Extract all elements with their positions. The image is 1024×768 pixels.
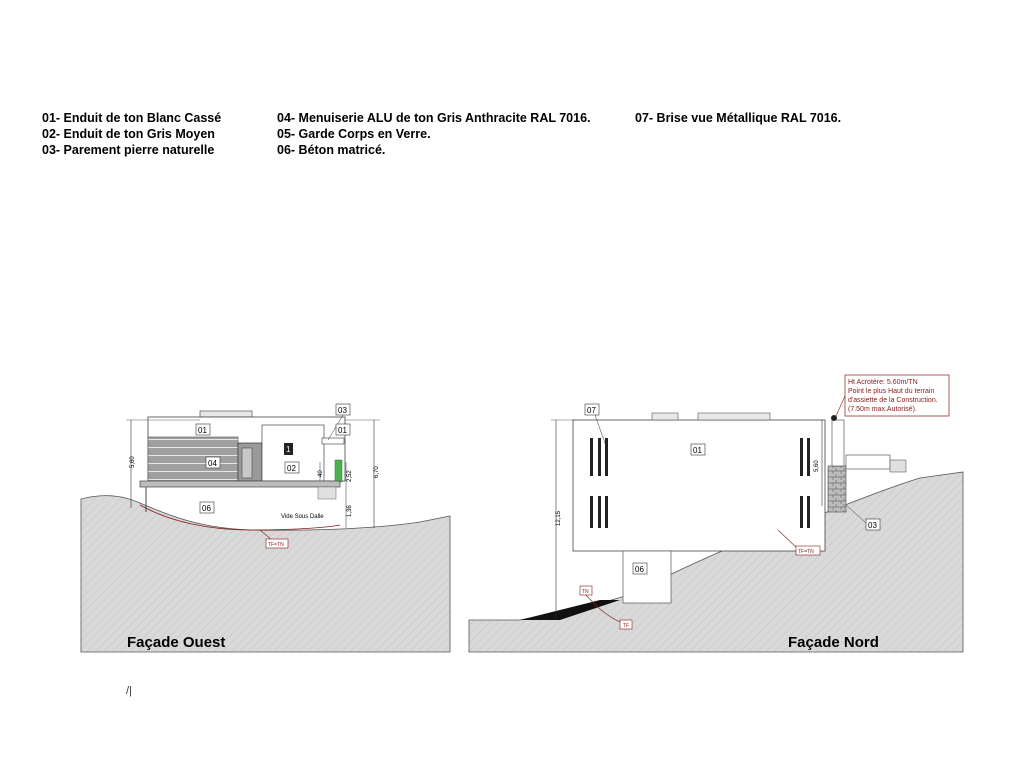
dim-label-1215: 12,15: [556, 510, 562, 526]
tag-window-1: 1: [286, 445, 291, 454]
tag-06-west: 06: [202, 504, 211, 513]
legend-item-07: 07- Brise vue Métallique RAL 7016.: [635, 111, 842, 125]
slab-west: [140, 481, 340, 487]
tf-label-west: TF=TN: [268, 542, 284, 548]
tag-02: 02: [287, 464, 296, 473]
legend-item-02: 02- Enduit de ton Gris Moyen: [42, 127, 215, 141]
door-glazing: [242, 448, 252, 478]
height-note-line-2: Point le plus Haut du terrain: [848, 388, 935, 395]
main-volume-north: [573, 420, 825, 551]
height-note-line-4: (7.50m max.Autorisé).: [848, 406, 917, 413]
support-column-north: [623, 551, 671, 603]
legend-item-04: 04- Menuiserie ALU de ton Gris Anthracite RAL 7016.: [277, 111, 591, 125]
legend-item-05: 05- Garde Corps en Verre.: [277, 127, 431, 141]
balcony-west: [322, 438, 344, 444]
tag-03-west: 03: [338, 406, 347, 415]
facade-nord: [469, 375, 963, 652]
height-note-line-1: Ht Acrotère: 5.60m/TN: [848, 379, 918, 386]
glass-railing: [335, 460, 342, 482]
roof-skylight-north-1: [652, 413, 678, 420]
roof-skylight-west: [200, 411, 252, 417]
side-roof-element-2: [890, 460, 906, 472]
legend-item-03: 03- Parement pierre naturelle: [42, 143, 215, 157]
stone-wall: [828, 466, 846, 512]
tag-01-b: 01: [338, 426, 347, 435]
tag-07: 07: [587, 406, 596, 415]
terrain-west: [81, 496, 450, 652]
roof-skylight-north-2: [698, 413, 770, 420]
tn-label-north: TN: [582, 589, 589, 595]
dim-label-252: 2,52: [347, 470, 353, 482]
side-annex: [832, 420, 844, 466]
void-label: Vide Sous Dalle: [281, 514, 324, 520]
slab-support: [318, 487, 336, 499]
title-facade-ouest: Façade Ouest: [127, 634, 226, 651]
height-note-line-3: d'assiette de la Construction.: [848, 397, 938, 404]
facade-ouest: [81, 404, 450, 652]
dim-label-40: 40: [318, 470, 324, 477]
tag-01-a: 01: [198, 426, 207, 435]
legend-item-01: 01- Enduit de ton Blanc Cassé: [42, 111, 222, 125]
tf-short-label: TF: [623, 623, 630, 629]
legend-item-06: 06- Béton matricé.: [277, 143, 386, 157]
tag-03-north: 03: [868, 521, 877, 530]
tag-01-north: 01: [693, 446, 702, 455]
cladding-panel: [148, 437, 238, 481]
side-roof-element: [846, 455, 890, 469]
dim-label-560-north: 5,60: [814, 460, 820, 472]
dim-label-560: 5,60: [130, 456, 136, 468]
dim-label-136: 1,36: [347, 505, 353, 517]
tag-06-north: 06: [635, 565, 644, 574]
title-facade-nord: Façade Nord: [788, 634, 879, 651]
footer-mark: /|: [126, 685, 132, 697]
dim-label-670: 6,70: [374, 466, 380, 478]
tf-label-north: TF=TN: [798, 549, 814, 555]
tag-04: 04: [208, 459, 217, 468]
